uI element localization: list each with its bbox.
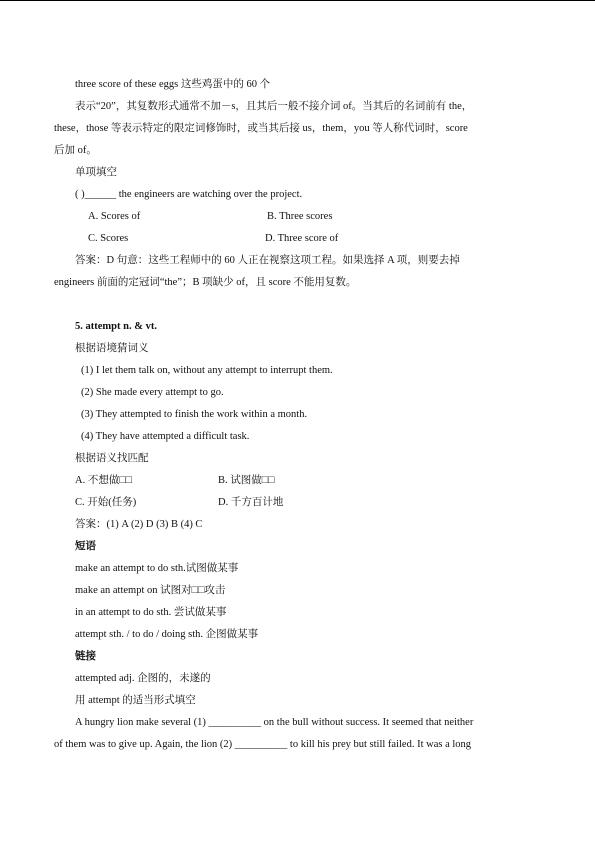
answer-line-2: engineers 前面的定冠词“the”；B 项缺少 of，且 score 不能用复数。	[54, 277, 357, 288]
phrase-2: make an attempt on 试图对□□攻击	[75, 585, 226, 596]
context-sentence-1: (1) I let them talk on, without any attempt to interrupt them.	[81, 365, 333, 376]
context-sentence-2: (2) She made every attempt to go.	[81, 387, 224, 398]
context-sentence-3: (3) They attempted to finish the work within a month.	[81, 409, 308, 420]
passage-line-2: of them was to give up. Again, the lion (2) __________ to kill his prey but still failed. It was a long	[54, 739, 472, 750]
match-heading: 根据语义找匹配	[75, 453, 149, 464]
link-attempted: attempted adj. 企图的，未遂的	[75, 673, 211, 684]
link-heading: 链接	[75, 651, 96, 662]
match-answer: 答案：(1) A (2) D (3) B (4) C	[75, 519, 203, 530]
option-d: D. Three score of	[265, 233, 339, 244]
answer-line-1: 答案：D 句意：这些工程师中的 60 人正在视察这项工程。如果选择 A 项，则要去掉	[75, 255, 460, 266]
match-option-c: C. 开始(任务)	[75, 497, 137, 508]
option-b: B. Three scores	[267, 211, 333, 222]
top-rule	[0, 0, 595, 1]
match-option-a: A. 不想做□□	[75, 475, 133, 486]
context-heading: 根据语境猜词义	[75, 343, 149, 354]
section-heading-attempt: 5. attempt n. & vt.	[75, 321, 157, 332]
passage-line-1: A hungry lion make several (1) __________ on the bull without success. It seemed that neither	[75, 717, 474, 728]
phrase-4: attempt sth. / to do / doing sth. 企图做某事	[75, 629, 259, 640]
phrase-3: in an attempt to do sth. 尝试做某事	[75, 607, 227, 618]
score-explanation-line-3: 后加 of。	[54, 145, 97, 156]
match-option-d: D. 千方百计地	[218, 497, 284, 508]
option-a: A. Scores of	[88, 211, 141, 222]
exercise-heading: 单项填空	[75, 167, 117, 178]
phrase-1: make an attempt to do sth.试图做某事	[75, 563, 239, 574]
option-c: C. Scores	[88, 233, 129, 244]
example-three-score: three score of these eggs 这些鸡蛋中的 60 个	[75, 79, 271, 90]
score-explanation-line-1: 表示“20”，其复数形式通常不加－s，且其后一般不接介词 of。当其后的名词前有 the，	[75, 101, 473, 112]
match-option-b: B. 试图做□□	[218, 475, 275, 486]
exercise-question: ( )______ the engineers are watching over the project.	[75, 189, 303, 200]
context-sentence-4: (4) They have attempted a difficult task.	[81, 431, 250, 442]
score-explanation-line-2: these，those 等表示特定的限定词修饰时，或当其后接 us，them，you 等人称代词时，score	[54, 123, 468, 134]
fill-blank-heading: 用 attempt 的适当形式填空	[75, 695, 196, 706]
phrase-heading: 短语	[75, 541, 96, 552]
